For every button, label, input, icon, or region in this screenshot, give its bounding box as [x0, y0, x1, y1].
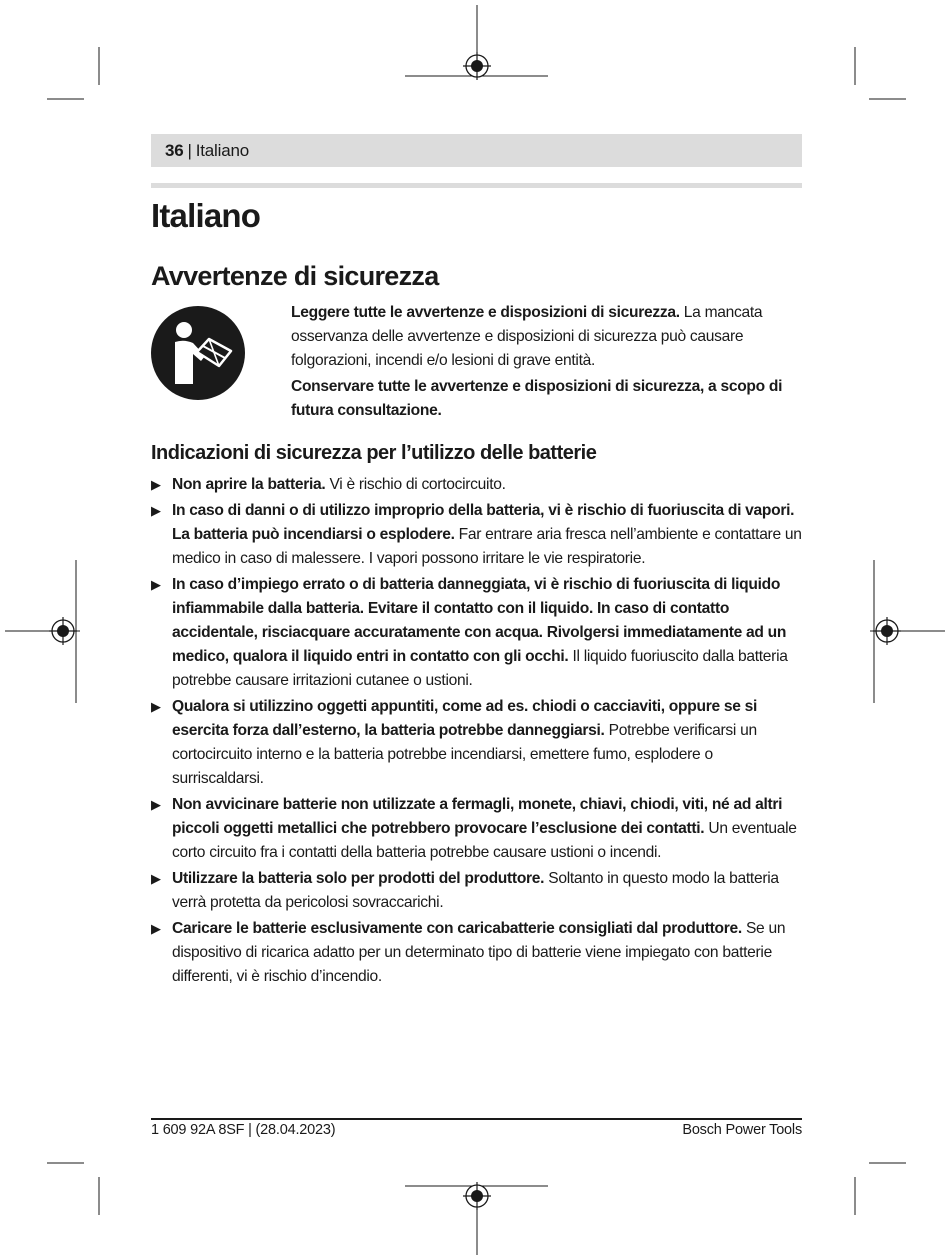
- page-header: [151, 134, 802, 167]
- list-item: [151, 499, 802, 571]
- intro-bold-warning: Leggere tutte le avvertenze e disposizioni di sicurezza.: [291, 304, 680, 321]
- list-item: [151, 917, 802, 989]
- bullet-text: Far entrare aria fresca nell’ambiente e contattare un medico in caso di malessere. I vapori possono irritare le vie respiratorie.: [172, 526, 802, 567]
- bullet-text: Potrebbe verificarsi un cortocircuito interno e la batteria potrebbe incendiarsi, emettere fumo, esplodere o surriscaldarsi.: [172, 722, 757, 787]
- bullet-text: Vi è rischio di cortocircuito.: [325, 476, 506, 493]
- registration-mark-icon: [873, 617, 901, 645]
- footer-brand: Bosch Power Tools: [682, 1122, 802, 1138]
- bullet-arrow-icon: ▶: [151, 503, 161, 518]
- bullet-bold-text: In caso di danni o di utilizzo improprio della batteria, vi è rischio di fuoriuscita di vapori. La batteria può incendiarsi o esplodere.: [172, 502, 795, 543]
- intro-paragraph: [291, 301, 802, 373]
- bullet-text: Il liquido fuoriuscito dalla batteria potrebbe causare irritazioni cutanee o ustioni.: [172, 648, 788, 689]
- read-manual-icon: [151, 306, 245, 400]
- bullet-arrow-icon: ▶: [151, 797, 161, 812]
- list-item: [151, 793, 802, 865]
- subsection-title: Indicazioni di sicurezza per l’utilizzo delle batterie: [151, 442, 597, 464]
- registration-mark-icon: [49, 617, 77, 645]
- bullet-bold-text: Utilizzare la batteria solo per prodotti del produttore.: [172, 870, 545, 887]
- bullet-text: Se un dispositivo di ricarica adatto per un determinato tipo di batterie viene impiegato con batterie differenti, vi è rischio d’incendio.: [172, 920, 786, 985]
- bullet-text: Un eventuale corto circuito fra i contatti della batteria potrebbe causare ustioni o incendi.: [172, 820, 797, 861]
- intro-keep-instructions: Conservare tutte le avvertenze e disposizioni di sicurezza, a scopo di futura consultazione.: [291, 378, 783, 419]
- bullet-bold-text: Qualora si utilizzino oggetti appuntiti, come ad es. chiodi o cacciaviti, oppure se si esercita forza dall’esterno, la batteria potrebbe danneggiarsi.: [172, 698, 758, 739]
- page-number: 36: [165, 140, 184, 160]
- list-item: [151, 867, 802, 915]
- list-item: [151, 473, 802, 497]
- intro-text: [291, 301, 802, 425]
- bullet-bold-text: Caricare le batterie esclusivamente con caricabatterie consigliati dal produttore.: [172, 920, 742, 937]
- bullet-arrow-icon: ▶: [151, 577, 161, 592]
- bullet-bold-text: Non aprire la batteria.: [172, 476, 326, 493]
- bullet-arrow-icon: ▶: [151, 477, 161, 492]
- list-item: [151, 573, 802, 693]
- header-separator: |: [187, 140, 192, 160]
- bullet-bold-text: Non avvicinare batterie non utilizzate a fermagli, monete, chiavi, chiodi, viti, né ad altri piccoli oggetti metallici che potrebbero provocare l’esclusione dei contatti.: [172, 796, 783, 837]
- bullet-bold-text: In caso d’impiego errato o di batteria danneggiata, vi è rischio di fuoriuscita di liquido infiammabile dalla batteria. Evitare il contatto con il liquido. In caso di contatto accidentale, risciacquare accuratamente con acqua. Rivolgersi immediatamente ad un medico, qualora il liquido entri in contatto con gli occhi.: [172, 576, 787, 665]
- page-title: Italiano: [151, 197, 261, 234]
- bullet-arrow-icon: ▶: [151, 921, 161, 936]
- footer-doc-id: 1 609 92A 8SF | (28.04.2023): [151, 1122, 336, 1138]
- bullet-arrow-icon: ▶: [151, 871, 161, 886]
- list-item: [151, 695, 802, 791]
- intro-warning-text: La mancata osservanza delle avvertenze e disposizioni di sicurezza può causare folgorazioni, incendi e/o lesioni di grave entità.: [291, 304, 763, 369]
- section-title: Avvertenze di sicurezza: [151, 261, 439, 291]
- bullet-text: Soltanto in questo modo la batteria verrà protetta da pericolosi sovraccarichi.: [172, 870, 779, 911]
- header-language: Italiano: [195, 140, 249, 160]
- bullet-arrow-icon: ▶: [151, 699, 161, 714]
- safety-list: [151, 473, 802, 991]
- intro-paragraph: [291, 375, 802, 423]
- header-divider: [151, 183, 802, 188]
